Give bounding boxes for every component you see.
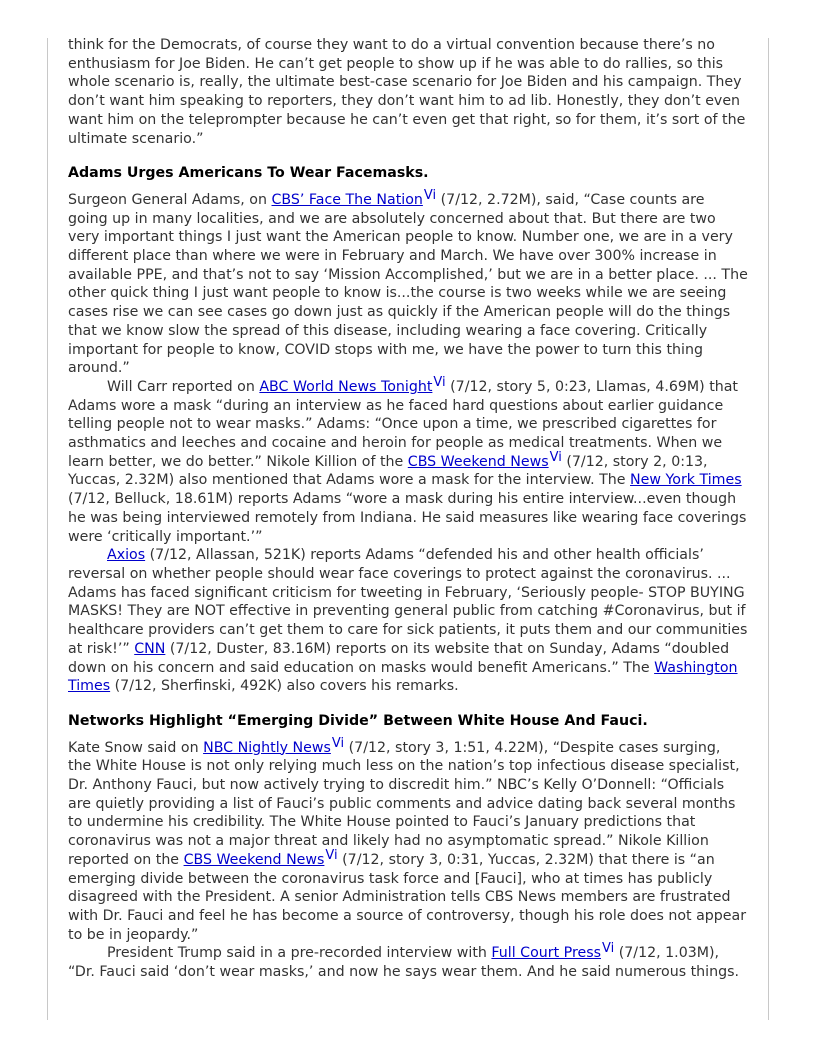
link-new-york-times[interactable]: New York Times	[630, 472, 742, 489]
link-cbs-face-the-nation[interactable]: CBS’ Face The Nation	[271, 191, 423, 208]
video-icon-link[interactable]: Vi	[602, 941, 615, 957]
link-axios[interactable]: Axios	[107, 547, 146, 564]
text-run: (7/12, Belluck, 18.61M) reports Adams “wore a mask during his entire interview...even though he was being interviewed remotely from Indiana. He said measures like wearing face coverings were ‘critically important.’”	[68, 491, 747, 545]
text-run: (7/12, story 5, 0:23, Llamas, 4.69M) that Adams wore a mask “during an interview as he faced hard questions about earlier guidance telling people not to wear masks.” Adams: “Once upon a time, we prescribed cigarettes for asthmatics and leeches and cocaine and heroin for people as medical treatments. When we learn better, we do better.” Nikole Killion of the	[68, 378, 738, 470]
video-icon-link[interactable]: Vi	[325, 847, 338, 863]
text-run: Will Carr reported on	[107, 378, 260, 395]
left-margin-rule	[47, 38, 48, 1020]
text-run: (7/12, story 3, 1:51, 4.22M), “Despite cases surging, the White House is not only relying much less on the nation’s top infectious disease specialist, Dr. Anthony Fauci, but now actively trying to discredit him.” NBC’s Kelly O’Donnell: “Officials are quietly providing a list of Fauci’s public comments and advice dating back several months to undermine his credibility. The White House pointed to Fauci’s January predictions that coronavirus was not a major threat and likely had no asymptomatic spread.” Nikole Killion reported on the	[68, 739, 740, 868]
link-full-court-press[interactable]: Full Court Press	[491, 945, 601, 962]
intro-paragraph: think for the Democrats, of course they want to do a virtual convention because there’s no enthusiasm for Joe Biden. He can’t get people to show up if he was able to do rallies, so this whole scenario is, really, the ultimate best-case scenario for Joe Biden and his campaign. They don’t want him speaking to reporters, they don’t want him to ad lib. Honestly, they don’t even want him on the teleprompter because he can’t even get that right, so for them, it’s sort of the ultimate scenario.”	[68, 37, 746, 147]
fauci-paragraph-2	[68, 941, 748, 981]
text-run: (7/12, Allassan, 521K) reports Adams “defended his and other health officials’ reversal on whether people should wear face coverings to protect against the coronavirus. ... Adams has faced significant criticism for tweeting in February, ‘Seriously people- STOP BUYING MASKS! They are NOT effective in preventing general public from catching #Coronavirus, but if healthcare providers can’t get them to care for sick patients, it puts them and our communities at risk!’”	[68, 547, 748, 657]
link-abc-world-news-tonight[interactable]: ABC World News Tonight	[259, 378, 433, 395]
facemasks-paragraph-2	[68, 374, 748, 546]
text-run: (7/12, story 2, 0:13, Yuccas, 2.32M) also mentioned that Adams wore a mask for the interview. The	[68, 453, 708, 489]
text-run: President Trump said in a pre-recorded interview with	[107, 945, 492, 962]
facemasks-paragraph-3	[68, 546, 748, 696]
text-run: (7/12, Sherfinski, 492K) also covers his remarks.	[110, 678, 459, 695]
document-page	[68, 36, 748, 982]
text-run: Kate Snow said on	[68, 739, 204, 756]
link-cbs-weekend-news[interactable]: CBS Weekend News	[407, 453, 549, 470]
right-margin-rule	[768, 38, 769, 1020]
text-run: (7/12, Duster, 83.16M) reports on its website that on Sunday, Adams “doubled down on his concern and said education on masks would benefit Americans.” The	[68, 640, 730, 676]
text-run: Surgeon General Adams, on	[68, 191, 272, 208]
section-heading-facemasks: Adams Urges Americans To Wear Facemasks.	[68, 165, 429, 182]
link-cnn[interactable]: CNN	[134, 640, 166, 657]
link-washington-times[interactable]: Washington Times	[68, 659, 738, 695]
link-cbs-weekend-news[interactable]: CBS Weekend News	[183, 851, 325, 868]
video-icon-link[interactable]: Vi	[433, 374, 446, 390]
link-nbc-nightly-news[interactable]: NBC Nightly News	[203, 739, 331, 756]
text-run: (7/12, 2.72M), said, “Case counts are going up in many localities, and we are absolutely concerned about that. But there are two very important things I just want the American people to know. Number one, we are in a very different place than where we were in February and March. We have over 300% increase in available PPE, and that’s not to say ‘Mission Accomplished,’ but we are in a better place. ... The other quick thing I just want people to know is...the course is two weeks while we are seeing cases rise we can see cases go down just as quickly if the American people will do the things that we know slow the spread of this disease, including wearing a face covering. Critically important for people to know, COVID stops with me, we have the power to turn this thing around.”	[68, 191, 748, 377]
text-run: (7/12, story 3, 0:31, Yuccas, 2.32M) that there is “an emerging divide between the coronavirus task force and [Fauci], who at times has publicly disagreed with the President. A senior Administration tells CBS News members are frustrated with Dr. Fauci and feel he has become a source of controversy, though his role does not appear to be in jeopardy.”	[68, 851, 747, 943]
video-icon-link[interactable]: Vi	[549, 449, 562, 465]
text-run: (7/12, 1.03M), “Dr. Fauci said ‘don’t wear masks,’ and now he says wear them. And he said numerous things.	[68, 945, 740, 981]
facemasks-paragraph-1	[68, 187, 748, 378]
fauci-paragraph-1	[68, 735, 748, 945]
video-icon-link[interactable]: Vi	[331, 735, 345, 751]
video-icon-link[interactable]: Vi	[423, 187, 437, 203]
section-heading-fauci-divide: Networks Highlight “Emerging Divide” Between White House And Fauci.	[68, 712, 648, 729]
